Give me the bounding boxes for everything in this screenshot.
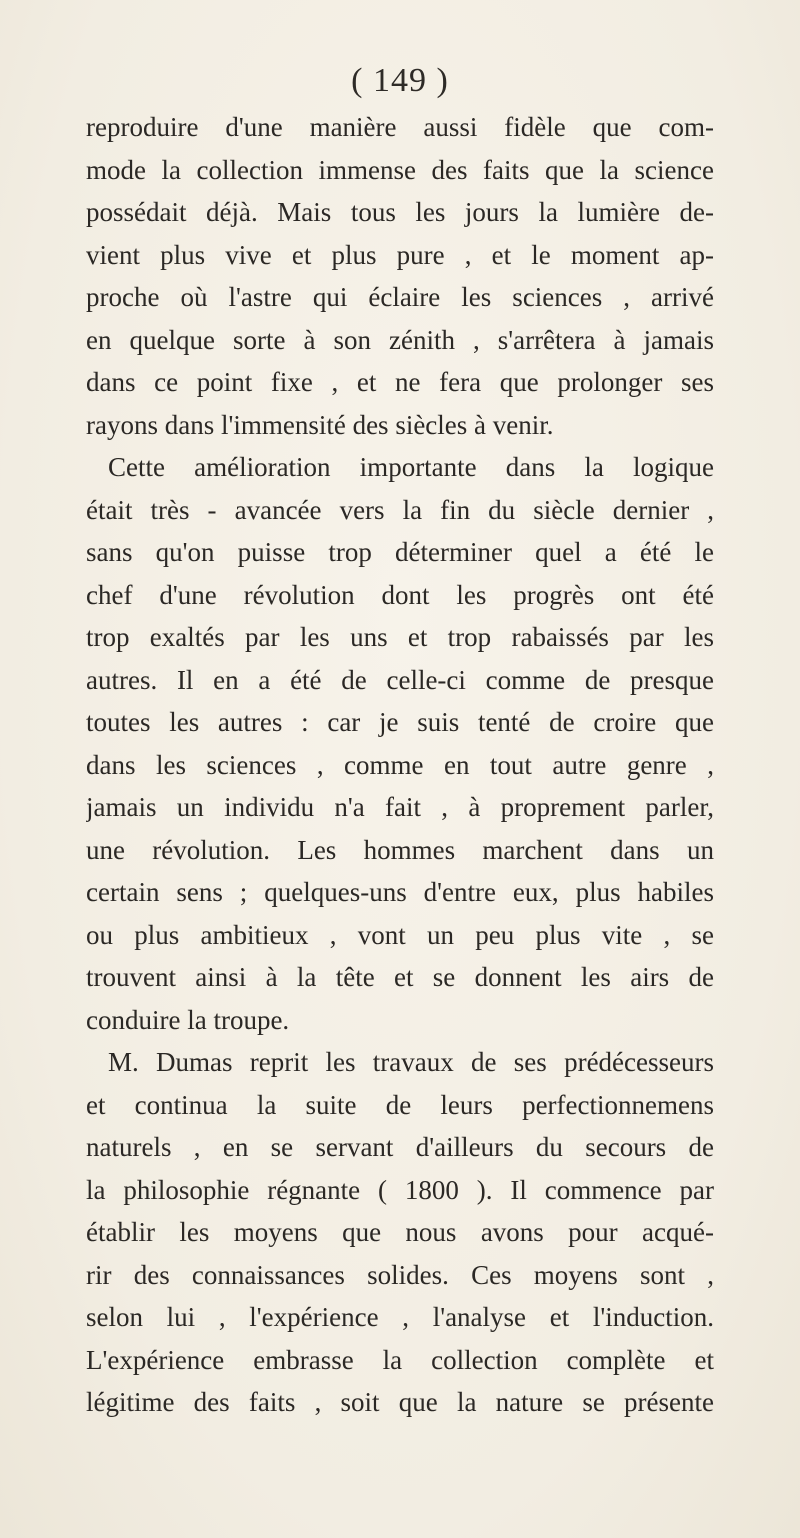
page-number: ( 149 ) [351, 62, 449, 99]
paragraph-start-line: M. Dumas reprit les travaux de ses prédécesseurs [108, 1047, 714, 1077]
text-line: rir des connaissances solides. Ces moyens sont , [86, 1259, 714, 1290]
text-line: L'expérience embrasse la collection complète et [86, 1344, 714, 1375]
body-text [86, 106, 714, 1424]
text-line: toutes les autres : car je suis tenté de croire que [86, 707, 714, 737]
text-line: dans les sciences , comme en tout autre genre , [86, 749, 714, 780]
text-line: certain sens ; quelques-uns d'entre eux, plus habiles [86, 877, 714, 907]
text-line: trouvent ainsi à la tête et se donnent les airs de [86, 962, 714, 992]
text-line: naturels , en se servant d'ailleurs du secours de [86, 1132, 714, 1162]
text-line: était très - avancée vers la fin du siècle dernier , [86, 494, 714, 525]
text-line: dans ce point fixe , et ne fera que prolonger ses [86, 367, 714, 397]
text-line: légitime des faits , soit que la nature se présente [86, 1387, 714, 1417]
text-line: trop exaltés par les uns et trop rabaissés par les [86, 622, 714, 652]
text-line: la philosophie régnante ( 1800 ). Il commence par [86, 1174, 714, 1205]
paragraph-start-line: Cette amélioration importante dans la logique [108, 452, 714, 482]
text-line: établir les moyens que nous avons pour acqué- [86, 1217, 714, 1247]
text-line: proche où l'astre qui éclaire les sciences , arrivé [86, 282, 714, 312]
text-line: sans qu'on puisse trop déterminer quel a été le [86, 537, 714, 567]
text-line: selon lui , l'expérience , l'analyse et l'induction. [86, 1302, 714, 1332]
text-line: vient plus vive et plus pure , et le moment ap- [86, 239, 714, 270]
text-line: reproduire d'une manière aussi fidèle que com- [86, 112, 714, 142]
text-line: jamais un individu n'a fait , à proprement parler, [86, 792, 714, 822]
text-line: chef d'une révolution dont les progrès ont été [86, 579, 714, 610]
text-line: et continua la suite de leurs perfectionnemens [86, 1089, 714, 1120]
text-line: une révolution. Les hommes marchent dans un [86, 834, 714, 865]
text-line: conduire la troupe. [86, 1004, 290, 1035]
text-line: possédait déjà. Mais tous les jours la lumière de- [86, 197, 714, 227]
text-line: autres. Il en a été de celle-ci comme de presque [86, 664, 714, 695]
text-line: mode la collection immense des faits que la science [86, 154, 714, 185]
text-line: ou plus ambitieux , vont un peu plus vite , se [86, 919, 714, 950]
text-line: rayons dans l'immensité des siècles à venir. [86, 409, 554, 440]
text-line: en quelque sorte à son zénith , s'arrêtera à jamais [86, 324, 714, 355]
